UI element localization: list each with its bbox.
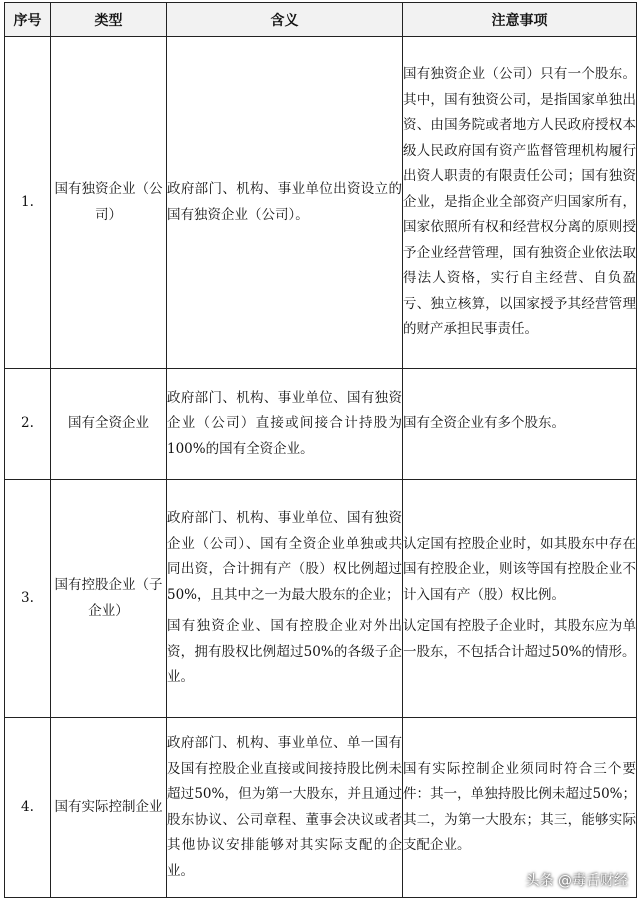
notes-paragraph: 国有独资企业（公司）只有一个股东。其中，国有独资公司，是指国家单独出资、由国务院或者地方人民政府授权本级人民政府国有资产监督管理机构履行出资人职责的有限责任公司；国有独资企业，是指企业全部资产归国家所有，国家依照所有权和经营权分离的原则授予企业经营管理，国有独资企业依法取得法人资格，实行自主经营、自负盈亏、独立核算，以国家授予其经营管理的财产承担民事责任。 xyxy=(403,66,636,338)
notes-paragraph: 国有实际控制企业须同时符合三个要件：其一，单独持股比例未超过50%；其二，为第一大股东；其三，能够实际支配企业。 xyxy=(403,760,636,853)
enterprise-type-table xyxy=(4,2,637,898)
row-meaning xyxy=(167,718,403,898)
header-notes: 注意事项 xyxy=(403,3,637,37)
row-meaning xyxy=(167,480,403,718)
row-meaning xyxy=(167,369,403,480)
source-watermark: 头条 @毒舌财经 xyxy=(525,873,628,889)
row-type: 国有独资企业（公司） xyxy=(51,37,167,369)
meaning-paragraph: 政府部门、机构、事业单位、单一国有及国有控股企业直接或间接持股比例未超过50%，但为第一大股东，并且通过股东协议、公司章程、董事会决议或者其他协议安排能够对其实际支配的企业。 xyxy=(167,735,402,879)
row-num: 4. xyxy=(5,718,51,898)
row-notes xyxy=(403,480,637,718)
header-row xyxy=(5,3,637,37)
notes-paragraph: 认定国有控股企业时，如其股东中存在国有控股企业，则该等国有控股企业不计入国有产（股）权比例。 xyxy=(403,535,636,603)
row-num: 2. xyxy=(5,369,51,480)
notes-paragraph: 认定国有控股子企业时，其股东应为单一股东，不包括合计超过50%的情形。 xyxy=(403,618,636,660)
header-num: 序号 xyxy=(5,3,51,37)
table-row xyxy=(5,37,637,369)
header-meaning: 含义 xyxy=(167,3,403,37)
meaning-paragraph: 政府部门、机构、事业单位、国有独资企业（公司）、国有全资企业单独或共同出资，合计拥有产（股）权比例超过50%，且其中之一为最大股东的企业； xyxy=(167,510,402,603)
row-type: 国有全资企业 xyxy=(51,369,167,480)
table-row xyxy=(5,369,637,480)
table-row xyxy=(5,480,637,718)
meaning-paragraph: 政府部门、机构、事业单位出资设立的国有独资企业（公司）。 xyxy=(167,181,402,223)
row-type: 国有控股企业（子企业） xyxy=(51,480,167,718)
row-notes xyxy=(403,369,637,480)
meaning-paragraph: 政府部门、机构、事业单位、国有独资企业（公司）直接或间接合计持股为100%的国有全资企业。 xyxy=(167,389,402,457)
row-type: 国有实际控制企业 xyxy=(51,718,167,898)
notes-paragraph: 国有全资企业有多个股东。 xyxy=(403,415,565,432)
row-notes xyxy=(403,37,637,369)
row-num: 3. xyxy=(5,480,51,718)
row-meaning xyxy=(167,37,403,369)
header-type: 类型 xyxy=(51,3,167,37)
row-num: 1. xyxy=(5,37,51,369)
meaning-paragraph: 国有独资企业、国有控股企业对外出资，拥有股权比例超过50%的各级子企业。 xyxy=(167,618,402,686)
